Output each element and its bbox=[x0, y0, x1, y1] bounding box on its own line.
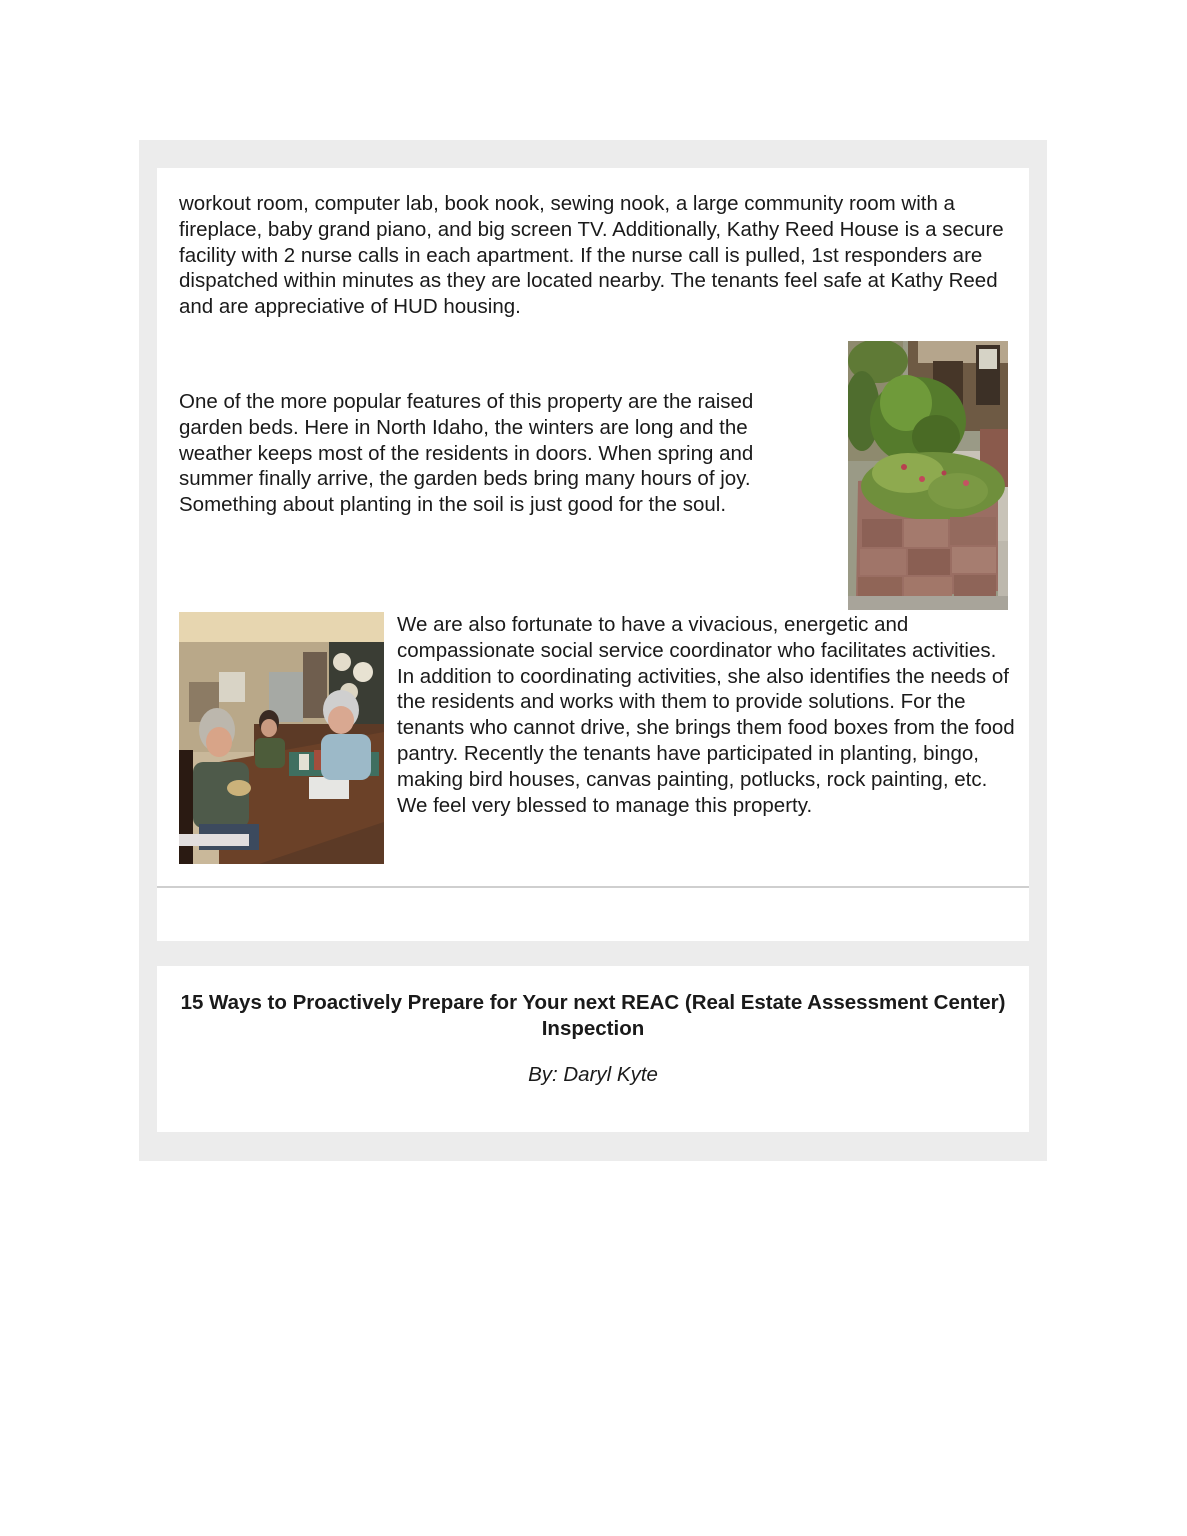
article-byline: By: Daryl Kyte bbox=[528, 1063, 658, 1086]
article-title[interactable]: 15 Ways to Proactively Prepare for Your next REAC (Real Estate Assessment Center) Inspection bbox=[180, 991, 1006, 1040]
story-paragraph-coordinator: We are also fortunate to have a vivacious, energetic and compassionate social service coordinator who facilitates activities. In addition to coordinating activities, she also identifies the needs of the residents and works with them to provide solutions. For the tenants who cannot drive, she brings them food boxes from the food pantry. Recently the tenants have participated in planting, bingo, making bird houses, canvas painting, potlucks, rock painting, etc. We feel very blessed to manage this property. bbox=[397, 613, 1015, 817]
residents-activity-photo bbox=[179, 612, 384, 864]
story-paragraph-garden: One of the more popular features of this property are the raised garden beds. Here in North Idaho, the winters are long and the weather keeps most of the residents in doors. When spring and summer finally arrive, the garden beds bring many hours of joy. Something about planting in the soil is just good for the soul. bbox=[179, 390, 754, 517]
story-card-footer bbox=[157, 888, 1029, 941]
raised-garden-bed-photo bbox=[848, 341, 1008, 610]
story-paragraph-amenities: workout room, computer lab, book nook, sewing nook, a large community room with a fireplace, baby grand piano, and big screen TV. Additionally, Kathy Reed House is a secure facility with 2 nurse calls in each apartment. If the nurse call is pulled, 1st responders are dispatched within minutes as they are located nearby. The tenants feel safe at Kathy Reed and are appreciative of HUD housing. bbox=[179, 192, 1004, 319]
